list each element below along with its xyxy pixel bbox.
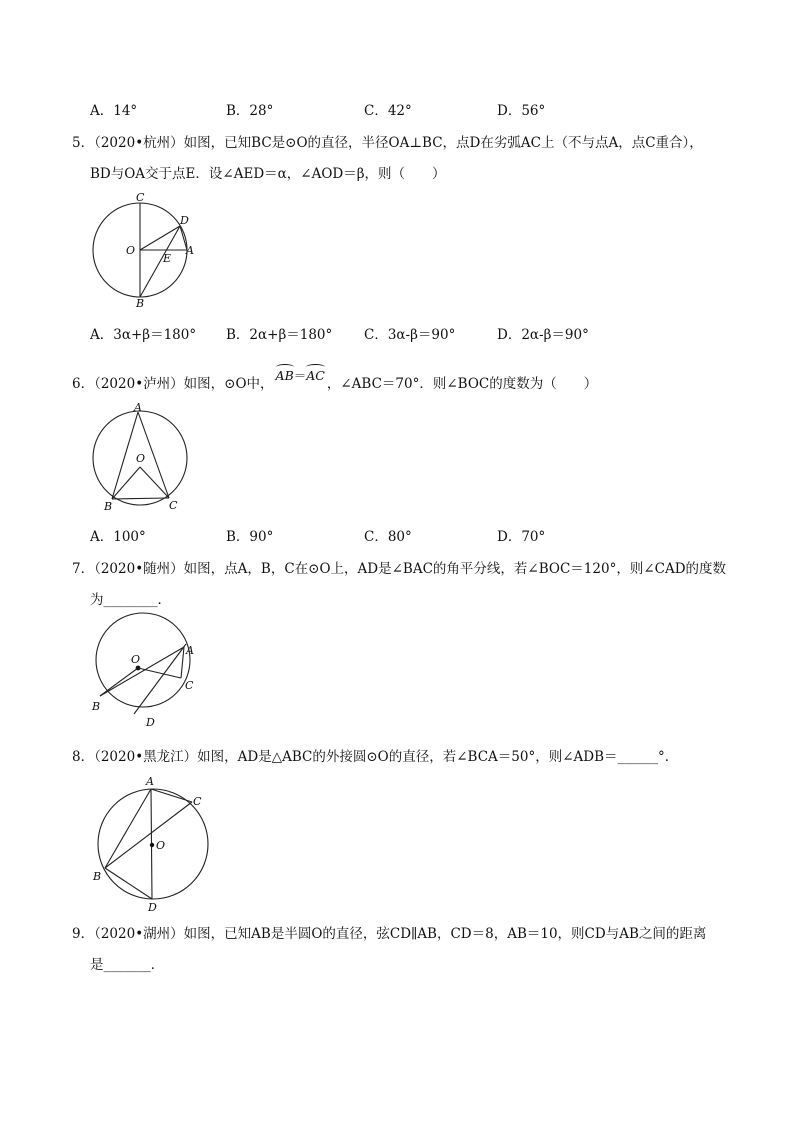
q5-option-c: C．3α-β＝90° <box>364 327 456 343</box>
q7-segment-ob <box>100 668 138 696</box>
q6-label-a: A <box>134 401 142 414</box>
q6-stem-post: ，∠ABC＝70°．则∠BOC的度数为（ ） <box>326 376 598 392</box>
q5-segment-od <box>140 226 180 250</box>
q7-segment-ab <box>100 647 184 696</box>
q7-label-a: A <box>186 644 194 657</box>
q7-label-c: C <box>185 679 194 692</box>
q8-label-b: B <box>93 870 102 883</box>
q8-segment-ab <box>105 789 151 868</box>
q6-figure <box>85 400 205 520</box>
q6-arc-mark-ac <box>306 364 325 370</box>
q6-option-d: D．70° <box>497 529 546 545</box>
q6-label-c: C <box>169 499 178 512</box>
q9-stem-line1: 9．（2020•湖州）如图，已知AB是半圆O的直径，弦CD∥AB，CD＝8，AB＝10，则CD与AB之间的距离 <box>72 926 707 942</box>
q6-segment-oc <box>140 467 169 498</box>
q7-stem-line1: 7．（2020•随州）如图，点A，B，C在⊙O上，AD是∠BAC的角平分线，若∠BOC＝120°，则∠CAD的度数 <box>72 561 727 577</box>
q6-arc-eq: ＝ <box>293 368 307 383</box>
q8-segment-ac <box>151 789 192 802</box>
q4-option-d: D．56° <box>497 103 546 119</box>
q6-label-b: B <box>104 500 113 513</box>
q5-option-d: D．2α-β＝90° <box>497 327 589 343</box>
q6-segment-ab <box>112 412 138 499</box>
q6-segment-ob <box>112 467 140 499</box>
q7-label-o: O <box>131 653 141 666</box>
q5-segment-bd <box>140 226 180 297</box>
q7-stem-line2: 为________． <box>90 592 171 608</box>
q7-label-b: B <box>92 700 101 713</box>
q8-label-a: A <box>146 775 154 788</box>
q7-segment-ac <box>181 647 184 678</box>
q8-center-dot <box>150 843 154 847</box>
q5-option-b: B．2α+β＝180° <box>226 327 333 343</box>
q5-label-d: D <box>180 214 189 227</box>
q5-stem-line1: 5．（2020•杭州）如图，已知BC是⊙O的直径，半径OA⊥BC，点D在劣弧AC上（不与点A，点C重合）， <box>72 135 703 151</box>
q5-label-c: C <box>136 191 145 204</box>
q5-stem-line2: BD与OA交于点E．设∠AED＝α，∠AOD＝β，则（ ） <box>90 166 446 182</box>
q6-label-o: O <box>136 452 146 465</box>
q6-stem <box>72 368 598 393</box>
q8-segment-bd <box>105 868 152 899</box>
q6-arc-ab <box>276 367 294 385</box>
q6-arc-ac-text: AC <box>306 368 325 383</box>
q6-option-c: C．80° <box>364 529 412 545</box>
q8-label-d: D <box>148 901 157 914</box>
q6-arc-ac <box>306 367 325 385</box>
q6-stem-pre: 6．（2020•泸州）如图，⊙O中， <box>72 376 274 392</box>
q6-option-b: B．90° <box>226 529 274 545</box>
q5-figure <box>85 190 205 310</box>
q6-option-a: A．100° <box>90 529 146 545</box>
q7-figure <box>85 610 215 730</box>
q6-segment-bc <box>112 498 169 499</box>
q8-segment-bc <box>105 802 192 868</box>
q5-label-e: E <box>163 252 172 265</box>
q6-arc-ab-text: AB <box>275 368 294 383</box>
q5-label-b: B <box>136 297 145 310</box>
q7-circle <box>96 613 190 707</box>
q4-option-a: A．14° <box>90 103 138 119</box>
q8-label-o: O <box>156 839 166 852</box>
q9-stem-line2: 是_______． <box>90 957 165 973</box>
q7-label-d: D <box>146 716 155 729</box>
q5-label-a: A <box>186 244 194 257</box>
q8-stem-line1: 8．（2020•黑龙江）如图，AD是△ABC的外接圆⊙O的直径，若∠BCA＝50°，则∠ADB＝______°． <box>72 749 679 765</box>
q6-arc-expression <box>274 367 327 385</box>
q5-option-a: A．3α+β＝180° <box>90 327 197 343</box>
q8-figure <box>85 768 225 914</box>
q4-option-c: C．42° <box>364 103 412 119</box>
q5-label-o: O <box>126 244 136 257</box>
q4-option-b: B．28° <box>226 103 274 119</box>
q6-arc-mark-ab <box>276 364 294 370</box>
q8-label-c: C <box>193 795 202 808</box>
